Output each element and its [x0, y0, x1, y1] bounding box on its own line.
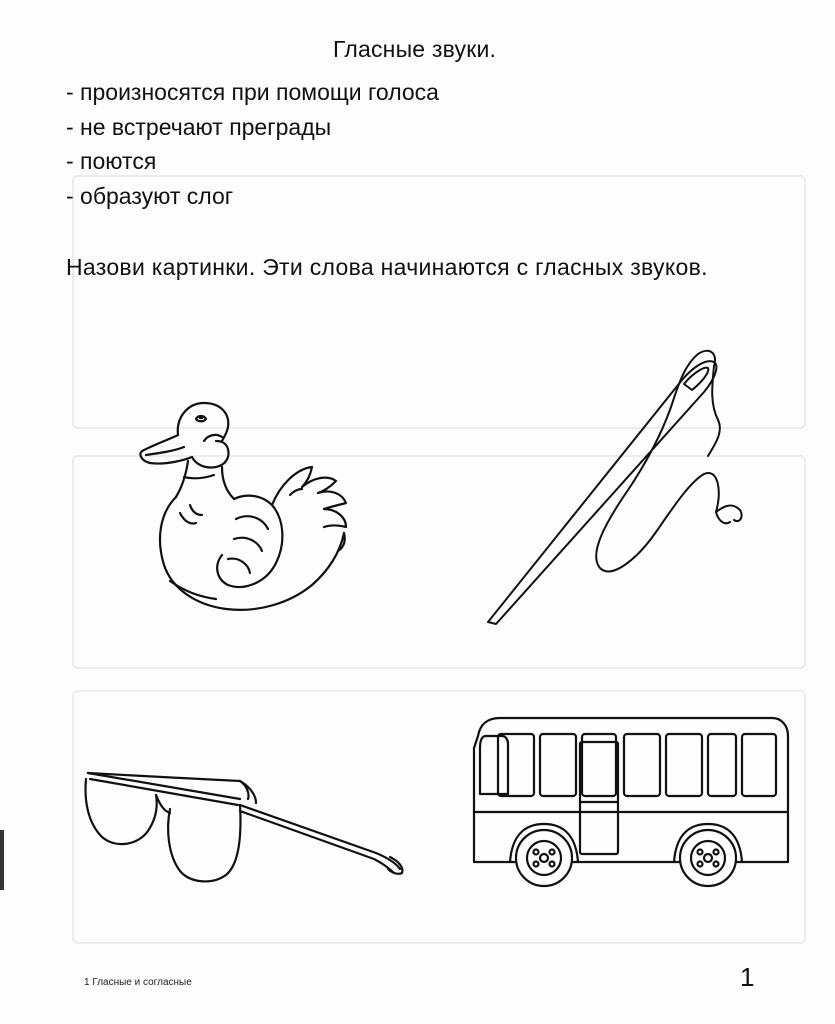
duck-picture: [130, 395, 370, 625]
page-title: Гласные звуки.: [333, 36, 497, 62]
bus-picture: [466, 712, 796, 892]
rule-item: - не встречают преграды: [66, 113, 332, 140]
glasses-picture: [80, 765, 410, 890]
bus-icon: [466, 712, 796, 892]
page-number: 1: [740, 962, 755, 992]
needle-picture: [478, 340, 768, 635]
binding-edge-mark: [0, 830, 4, 890]
needle-icon: [478, 340, 768, 635]
duck-icon: [130, 395, 370, 625]
rule-item: - произносятся при помощи голоса: [66, 79, 439, 105]
rule-item: - образуют слог: [66, 182, 234, 209]
task-instruction: Назови картинки. Эти слова начинаются с гласных звуков.: [66, 254, 708, 280]
vowel-rules-list: [66, 75, 439, 213]
footer-section-label: 1 Гласные и согласные: [84, 977, 192, 988]
glasses-icon: [80, 765, 410, 890]
rule-item: - поются: [66, 148, 157, 174]
